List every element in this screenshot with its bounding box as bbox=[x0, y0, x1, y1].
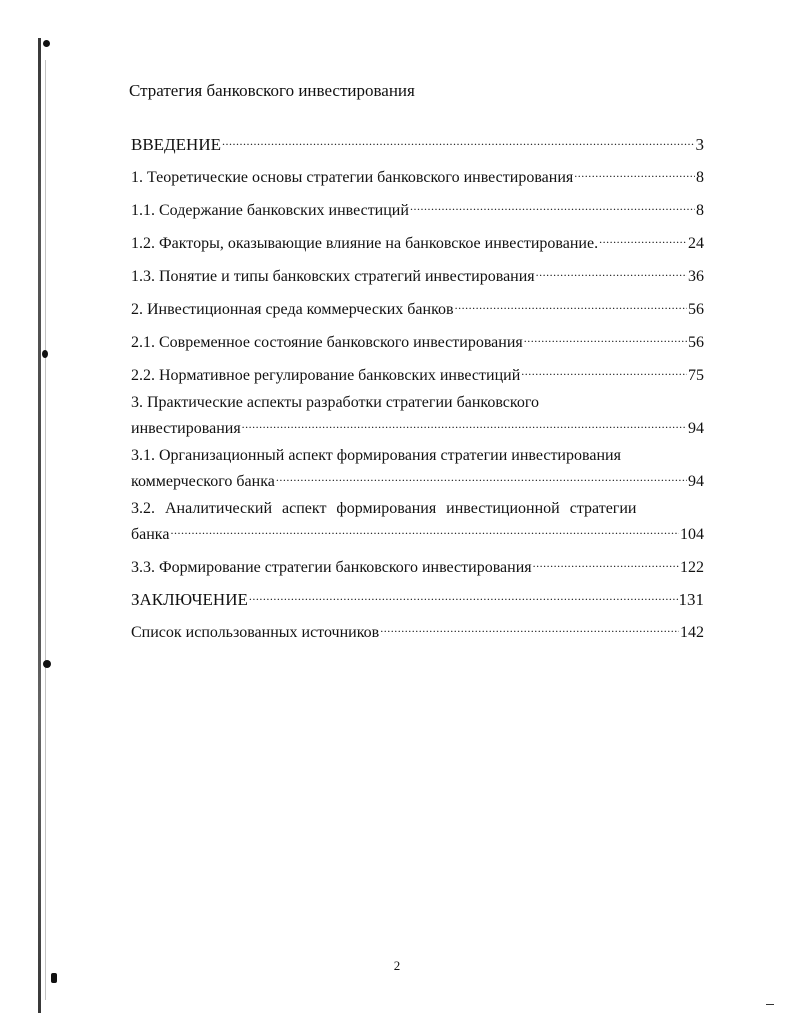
toc-entry-label: ЗАКЛЮЧЕНИЕ bbox=[131, 590, 248, 609]
toc-dot-leader bbox=[410, 195, 695, 215]
toc-entry-label: 2.2. Нормативное регулирование банковских инвестиций bbox=[131, 367, 521, 384]
toc-entry bbox=[131, 294, 704, 320]
toc-entry-line bbox=[131, 195, 704, 221]
toc-dot-leader bbox=[222, 130, 695, 150]
toc-entry-line bbox=[131, 294, 704, 320]
toc-entry-page-number: 122 bbox=[680, 559, 704, 576]
toc-entry-page-number: 24 bbox=[688, 235, 704, 252]
toc-entry-line bbox=[131, 466, 704, 492]
page-number: 2 bbox=[393, 958, 401, 973]
toc-entry bbox=[131, 195, 704, 221]
toc-entry bbox=[131, 228, 704, 254]
toc-dot-leader bbox=[536, 261, 687, 281]
toc-entry bbox=[131, 360, 704, 386]
toc-entry-line bbox=[131, 360, 704, 386]
toc-entry-line bbox=[131, 162, 704, 188]
table-of-contents bbox=[131, 130, 704, 650]
toc-entry-page-number: 142 bbox=[680, 624, 704, 641]
toc-dot-leader bbox=[380, 617, 679, 637]
toc-entry-line bbox=[131, 130, 704, 155]
scan-dot-artifact bbox=[42, 350, 48, 358]
scan-dot-artifact bbox=[51, 973, 57, 983]
toc-entry-page-number: 3 bbox=[695, 135, 704, 154]
scan-dot-artifact bbox=[43, 660, 51, 668]
toc-entry bbox=[131, 393, 704, 439]
scan-dot-artifact bbox=[43, 40, 50, 47]
scan-edge-artifact-thin bbox=[45, 60, 46, 1000]
toc-entry-page-number: 8 bbox=[696, 169, 704, 186]
toc-entry-line bbox=[131, 413, 704, 439]
toc-dot-leader bbox=[249, 585, 678, 605]
scan-corner-artifact bbox=[766, 1004, 774, 1005]
toc-entry-label: коммерческого банка bbox=[131, 473, 275, 490]
document-title: Стратегия банковского инвестирования bbox=[129, 81, 415, 100]
toc-entry-label: банка bbox=[131, 526, 170, 543]
toc-entry-label: ВВЕДЕНИЕ bbox=[131, 135, 221, 154]
toc-entry-line bbox=[131, 617, 704, 643]
toc-entry bbox=[131, 499, 704, 545]
toc-dot-leader bbox=[276, 466, 687, 486]
toc-entry-page-number: 56 bbox=[688, 334, 704, 351]
toc-entry-page-number: 56 bbox=[688, 301, 704, 318]
toc-entry bbox=[131, 552, 704, 578]
toc-entry-label: 1. Теоретические основы стратегии банковского инвестирования bbox=[131, 169, 574, 186]
toc-entry-line bbox=[131, 261, 704, 287]
toc-entry-page-number: 94 bbox=[688, 420, 704, 437]
toc-entry-line bbox=[131, 327, 704, 353]
toc-dot-leader bbox=[170, 519, 679, 539]
toc-dot-leader bbox=[455, 294, 687, 314]
toc-entry-page-number: 131 bbox=[678, 590, 704, 609]
toc-entry-label: 1.1. Содержание банковских инвестиций bbox=[131, 202, 409, 219]
toc-entry-page-number: 94 bbox=[688, 473, 704, 490]
toc-dot-leader bbox=[533, 552, 679, 572]
toc-entry-line bbox=[131, 228, 704, 254]
toc-entry-page-number: 75 bbox=[688, 367, 704, 384]
toc-entry bbox=[131, 617, 704, 643]
toc-entry-label: 1.3. Понятие и типы банковских стратегий инвестирования bbox=[131, 268, 535, 285]
toc-entry-page-number: 104 bbox=[680, 526, 704, 543]
toc-dot-leader bbox=[524, 327, 687, 347]
toc-entry-label-line: 3.1. Организационный аспект формирования стратегии инвестирования bbox=[131, 447, 621, 464]
toc-entry bbox=[131, 130, 704, 155]
toc-dot-leader bbox=[242, 413, 687, 433]
toc-entry-label: 3.3. Формирование стратегии банковского инвестирования bbox=[131, 559, 532, 576]
toc-entry-label: Список использованных источников bbox=[131, 624, 380, 641]
toc-entry-label: 1.2. Факторы, оказывающие влияние на банковское инвестирование. bbox=[131, 235, 599, 252]
toc-entry bbox=[131, 446, 704, 492]
toc-entry bbox=[131, 327, 704, 353]
toc-entry bbox=[131, 162, 704, 188]
toc-entry-page-number: 36 bbox=[688, 268, 704, 285]
toc-dot-leader bbox=[574, 162, 695, 182]
toc-entry-line bbox=[131, 585, 704, 610]
toc-entry-line bbox=[131, 552, 704, 578]
toc-entry-line bbox=[131, 519, 704, 545]
toc-entry-label: 2.1. Современное состояние банковского инвестирования bbox=[131, 334, 523, 351]
scan-edge-artifact bbox=[38, 38, 41, 1013]
toc-entry-label-line: 3. Практические аспекты разработки стратегии банковского bbox=[131, 394, 540, 411]
toc-entry bbox=[131, 585, 704, 610]
toc-dot-leader bbox=[521, 360, 687, 380]
toc-dot-leader bbox=[599, 228, 687, 248]
toc-entry-label-line: 3.2. Аналитический аспект формирования инвестиционной стратегии bbox=[131, 500, 637, 517]
toc-entry-page-number: 8 bbox=[696, 202, 704, 219]
toc-entry bbox=[131, 261, 704, 287]
toc-entry-label: инвестирования bbox=[131, 420, 241, 437]
toc-entry-label: 2. Инвестиционная среда коммерческих банков bbox=[131, 301, 454, 318]
